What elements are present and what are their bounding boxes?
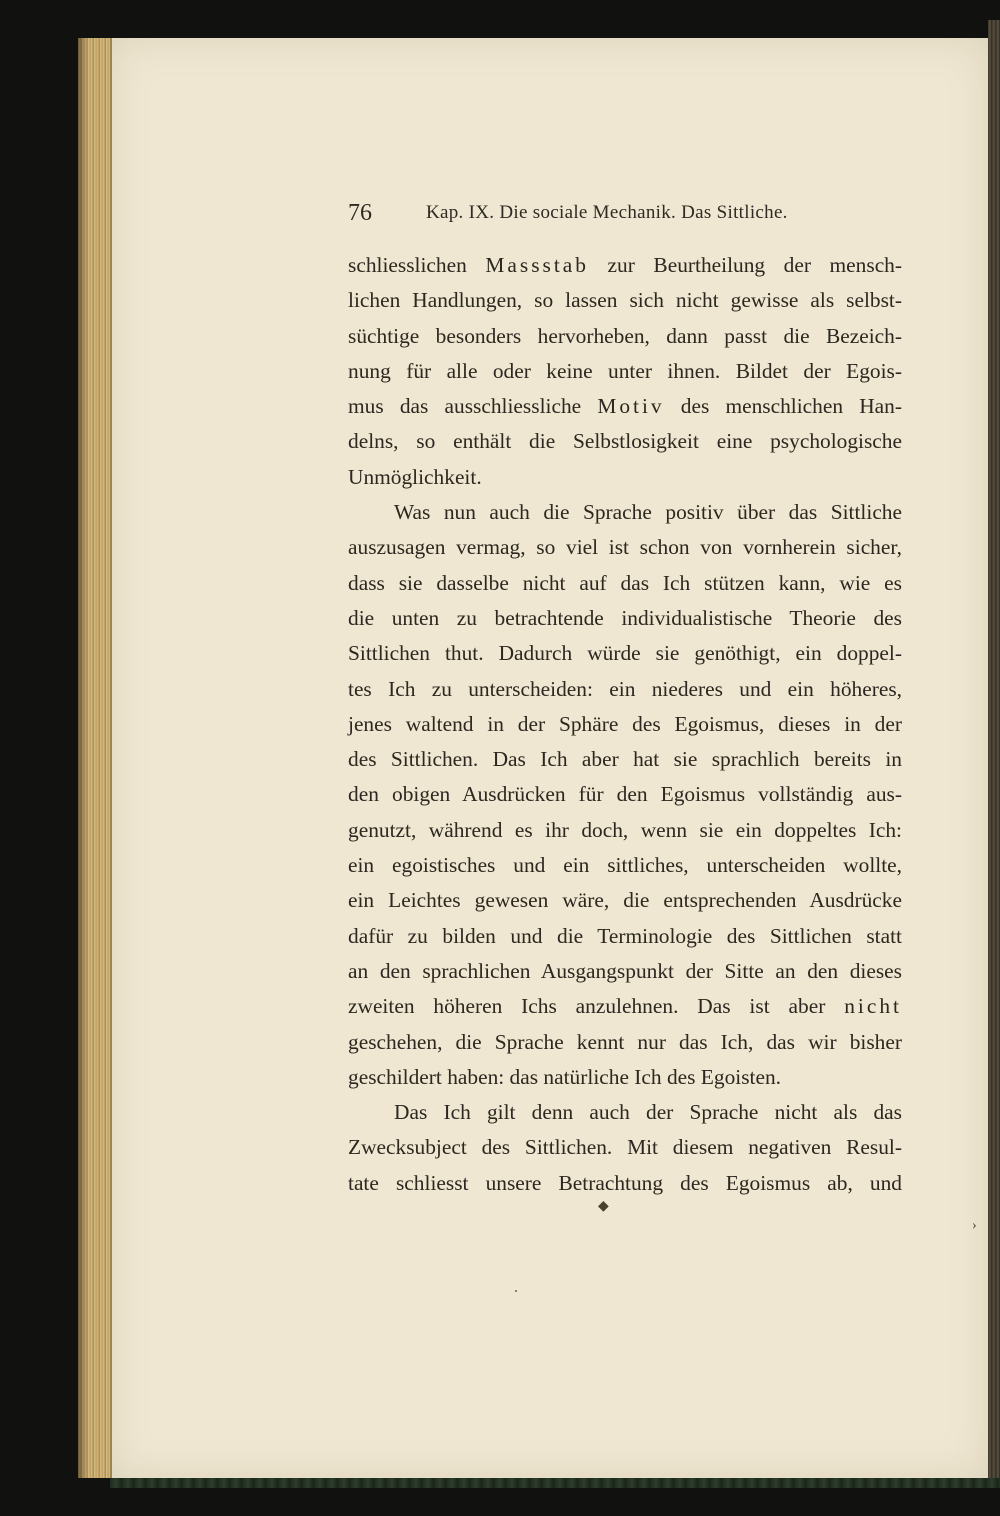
text-run: geschildert haben: das natürliche Ich des Egoisten. (348, 1064, 782, 1089)
text-line (348, 848, 902, 883)
text-line (348, 389, 902, 424)
emphasized-word: Massstab (485, 253, 589, 277)
paper-speck-icon (515, 1290, 517, 1292)
body-text (348, 248, 902, 1201)
text-line (348, 495, 902, 530)
right-page-edges (988, 20, 1000, 1480)
emphasized-word: nicht (844, 994, 902, 1019)
emphasized-word: Motiv (597, 394, 665, 419)
text-line (348, 813, 902, 848)
text-run: jenes waltend in der Sphäre des Egoismus, dieses in der (348, 711, 902, 736)
text-line (348, 283, 902, 318)
text-line (348, 319, 902, 354)
text-run: des menschlichen Han- (664, 394, 902, 419)
text-line (348, 636, 902, 671)
text-run: an den sprachlichen Ausgangspunkt der Sitte an den dieses (348, 958, 902, 983)
text-line (348, 424, 902, 459)
text-run: schliesslichen (348, 253, 486, 277)
page-number: 76 (348, 200, 372, 226)
text-run: Das Ich gilt denn auch der Sprache nicht als das (394, 1100, 902, 1125)
text-line (348, 1166, 902, 1201)
text-run: nung für alle oder keine unter ihnen. Bildet der Egois- (348, 358, 902, 383)
text-line (348, 566, 902, 601)
text-run: lichen Handlungen, so lassen sich nicht gewisse als selbst- (348, 288, 902, 313)
text-line (348, 742, 902, 777)
text-run: zweiten höheren Ichs anzulehnen. Das ist aber (348, 994, 845, 1019)
text-line (348, 1025, 902, 1060)
text-line (348, 954, 902, 989)
text-run: die unten zu betrachtende individualistische Theorie des (348, 605, 902, 630)
text-line (348, 777, 902, 812)
text-run: ein egoistisches und ein sittliches, unterscheiden wollte, (348, 853, 902, 878)
text-run: ein Leichtes gewesen wäre, die entsprechenden Ausdrücke (348, 888, 902, 913)
text-run: tate schliesst unsere Betrachtung des Egoismus ab, und (348, 1170, 902, 1195)
text-run: delns, so enthält die Selbstlosigkeit eine psychologische (348, 429, 902, 454)
text-line (348, 530, 902, 565)
text-run: mus das ausschliessliche (348, 394, 598, 419)
text-run: süchtige besonders hervorheben, dann passt die Bezeich- (348, 323, 902, 348)
gutter-shadow (78, 38, 88, 1478)
text-line (348, 883, 902, 918)
running-head: Kap. IX. Die sociale Mechanik. Das Sittliche. (426, 202, 788, 223)
text-line (348, 707, 902, 742)
text-run: Zwecksubject des Sittlichen. Mit diesem negativen Resul- (348, 1135, 902, 1160)
text-run: genutzt, während es ihr doch, wenn sie ein doppeltes Ich: (348, 817, 902, 842)
text-run: geschehen, die Sprache kennt nur das Ich, das wir bisher (348, 1029, 902, 1054)
text-run: des Sittlichen. Das Ich aber hat sie sprachlich bereits in (348, 747, 902, 772)
page-paper (110, 38, 988, 1478)
text-line (348, 919, 902, 954)
text-line (348, 1130, 902, 1165)
text-run: den obigen Ausdrücken für den Egoismus vollständig aus- (348, 782, 902, 807)
page-header (348, 198, 908, 234)
text-line (348, 1060, 902, 1095)
text-line (348, 1095, 902, 1130)
text-line (348, 460, 902, 495)
binding-strip (110, 1478, 1000, 1488)
text-run: Unmöglichkeit. (348, 464, 482, 489)
text-run: tes Ich zu unterscheiden: ein niederes und ein höheres, (348, 676, 902, 701)
text-line (348, 672, 902, 707)
text-run: dass sie dasselbe nicht auf das Ich stützen kann, wie es (348, 570, 902, 595)
text-run: auszusagen vermag, so viel ist schon von vornherein sicher, (348, 535, 902, 560)
margin-mark-icon: › (972, 1218, 977, 1233)
text-line (348, 989, 902, 1024)
text-run: Sittlichen thut. Dadurch würde sie genöthigt, ein doppel- (348, 641, 902, 666)
text-line (348, 601, 902, 636)
text-run: zur Beurtheilung der mensch- (589, 253, 903, 277)
text-line (348, 248, 902, 283)
text-run: Was nun auch die Sprache positiv über das Sittliche (394, 500, 902, 525)
ink-speck-icon: ◆ (598, 1199, 609, 1214)
text-run: dafür zu bilden und die Terminologie des Sittlichen statt (348, 923, 902, 948)
text-line (348, 354, 902, 389)
